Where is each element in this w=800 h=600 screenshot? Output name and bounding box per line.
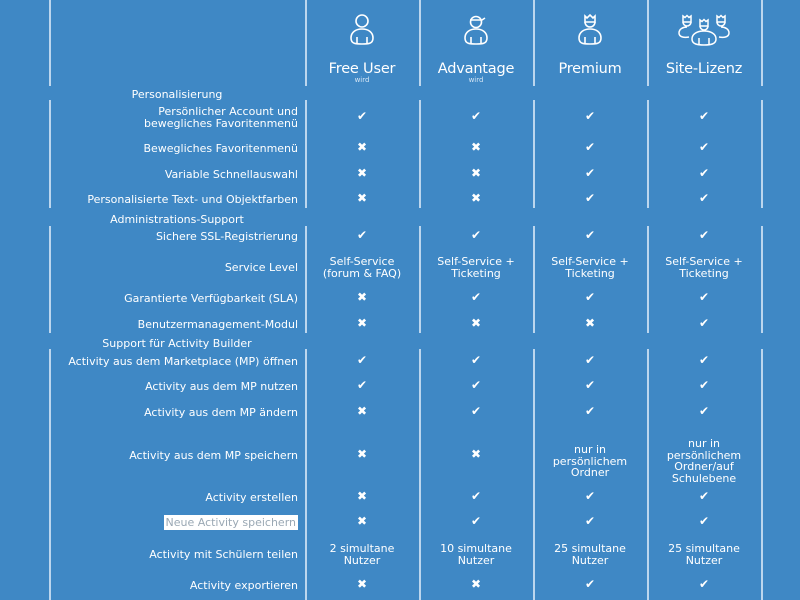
check-icon: ✔ [584, 378, 596, 392]
column-divider [761, 226, 763, 333]
feature-text: Activity aus dem MP speichern [129, 449, 298, 462]
check-icon: ✔ [698, 577, 710, 591]
section-title: Personalisierung [131, 88, 223, 101]
feature-text: Service Level [224, 261, 298, 274]
feature-label [60, 517, 298, 529]
feature-label [60, 143, 298, 155]
plan-name: Premium [558, 61, 622, 77]
user-group-icon [647, 12, 761, 48]
check-icon: ✔ [698, 166, 710, 180]
check-icon: ✔ [470, 228, 482, 242]
plan-subtext: wird [468, 76, 484, 84]
cross-icon: ✖ [356, 166, 368, 180]
check-icon: ✔ [584, 489, 596, 503]
column-divider [49, 349, 51, 600]
feature-text: Activity aus dem MP ändern [144, 406, 298, 419]
check-icon: ✔ [698, 353, 710, 367]
column-divider [761, 0, 763, 86]
plan-header-premium [533, 0, 647, 90]
cross-icon: ✖ [356, 404, 368, 418]
check-icon: ✔ [356, 378, 368, 392]
cell-text: Self-Service + Ticketing [665, 255, 743, 280]
check-icon: ✔ [698, 404, 710, 418]
feature-text: Variable Schnellauswahl [164, 168, 298, 181]
section-title: Administrations-Support [110, 213, 244, 226]
check-icon: ✔ [584, 166, 596, 180]
feature-text: Personalisierte Text- und Objektfarben [87, 193, 298, 206]
cross-icon: ✖ [470, 316, 482, 330]
feature-label [60, 231, 298, 243]
cross-icon: ✖ [356, 140, 368, 154]
cell-text: nur in persönlichem Ordner [552, 443, 628, 479]
check-icon: ✔ [698, 109, 710, 123]
check-icon: ✔ [584, 228, 596, 242]
feature-label [60, 169, 298, 181]
single-user-icon [305, 12, 419, 48]
feature-text: Activity erstellen [205, 491, 298, 504]
feature-label [60, 549, 298, 561]
feature-label [60, 319, 298, 331]
plan-header-free-user [305, 0, 419, 90]
feature-label [60, 293, 298, 305]
column-divider [49, 0, 51, 86]
cross-icon: ✖ [584, 316, 596, 330]
feature-label [60, 580, 298, 592]
check-icon: ✔ [584, 290, 596, 304]
cross-icon: ✖ [470, 447, 482, 461]
plan-header-advantage [419, 0, 533, 90]
feature-text: Persönlicher Account und bewegliches Favoritenmenü [144, 105, 298, 130]
feature-label [60, 356, 298, 368]
check-icon: ✔ [584, 109, 596, 123]
feature-label [60, 407, 298, 419]
check-icon: ✔ [698, 228, 710, 242]
feature-label [60, 381, 298, 393]
cross-icon: ✖ [356, 290, 368, 304]
cell-text: nur in persönlichem Ordner/auf Schulebene [666, 437, 742, 485]
check-icon: ✔ [470, 489, 482, 503]
plan-name: Site-Lizenz [665, 61, 743, 77]
check-icon: ✔ [698, 489, 710, 503]
check-icon: ✔ [584, 191, 596, 205]
feature-label [60, 194, 298, 206]
check-icon: ✔ [356, 353, 368, 367]
cross-icon: ✖ [356, 577, 368, 591]
feature-text: Bewegliches Favoritenmenü [143, 142, 298, 155]
feature-label [60, 262, 298, 274]
check-icon: ✔ [698, 140, 710, 154]
feature-text: Activity aus dem Marketplace (MP) öffnen [68, 355, 298, 368]
cross-icon: ✖ [470, 191, 482, 205]
cross-icon: ✖ [470, 140, 482, 154]
cross-icon: ✖ [356, 489, 368, 503]
feature-text: Garantierte Verfügbarkeit (SLA) [124, 292, 298, 305]
check-icon: ✔ [698, 290, 710, 304]
check-icon: ✔ [584, 514, 596, 528]
check-icon: ✔ [584, 353, 596, 367]
cell-text: 10 simultane Nutzer [440, 542, 512, 567]
plan-header-site-lizenz [647, 0, 761, 90]
feature-text: Activity mit Schülern teilen [149, 548, 298, 561]
check-icon: ✔ [470, 109, 482, 123]
column-divider [305, 226, 307, 333]
feature-text: Activity exportieren [189, 579, 298, 592]
cell-text: Self-Service (forum & FAQ) [322, 255, 402, 280]
check-icon: ✔ [698, 514, 710, 528]
column-divider [647, 226, 649, 333]
section-title: Support für Activity Builder [102, 337, 252, 350]
user-with-cap-icon [419, 12, 533, 48]
column-divider [49, 100, 51, 208]
check-icon: ✔ [584, 140, 596, 154]
cross-icon: ✖ [356, 447, 368, 461]
check-icon: ✔ [356, 109, 368, 123]
plan-name: Free User [328, 61, 396, 77]
column-divider [761, 349, 763, 600]
check-icon: ✔ [698, 378, 710, 392]
feature-text: Neue Activity speichern [165, 516, 296, 529]
check-icon: ✔ [584, 404, 596, 418]
cell-text: Self-Service + Ticketing [551, 255, 629, 280]
cross-icon: ✖ [356, 191, 368, 205]
feature-text: Benutzermanagement-Modul [137, 318, 298, 331]
check-icon: ✔ [584, 577, 596, 591]
feature-label [60, 492, 298, 504]
check-icon: ✔ [470, 378, 482, 392]
check-icon: ✔ [470, 404, 482, 418]
cell-text: 2 simultane Nutzer [329, 542, 395, 567]
plan-subtext: wird [354, 76, 370, 84]
check-icon: ✔ [356, 228, 368, 242]
column-divider [419, 226, 421, 333]
cross-icon: ✖ [470, 166, 482, 180]
check-icon: ✔ [470, 514, 482, 528]
feature-label [88, 106, 298, 130]
check-icon: ✔ [698, 316, 710, 330]
check-icon: ✔ [470, 353, 482, 367]
feature-label [60, 450, 298, 462]
plan-name: Advantage [437, 61, 515, 77]
column-divider [761, 100, 763, 208]
cell-text: Self-Service + Ticketing [437, 255, 515, 280]
column-divider [533, 226, 535, 333]
cross-icon: ✖ [470, 577, 482, 591]
cell-text: 25 simultane Nutzer [668, 542, 740, 567]
user-with-crown-icon [533, 12, 647, 48]
cell-text: 25 simultane Nutzer [554, 542, 626, 567]
check-icon: ✔ [698, 191, 710, 205]
cross-icon: ✖ [356, 316, 368, 330]
cross-icon: ✖ [356, 514, 368, 528]
feature-text: Activity aus dem MP nutzen [145, 380, 298, 393]
feature-text: Sichere SSL-Registrierung [155, 230, 298, 243]
column-divider [49, 226, 51, 333]
check-icon: ✔ [470, 290, 482, 304]
